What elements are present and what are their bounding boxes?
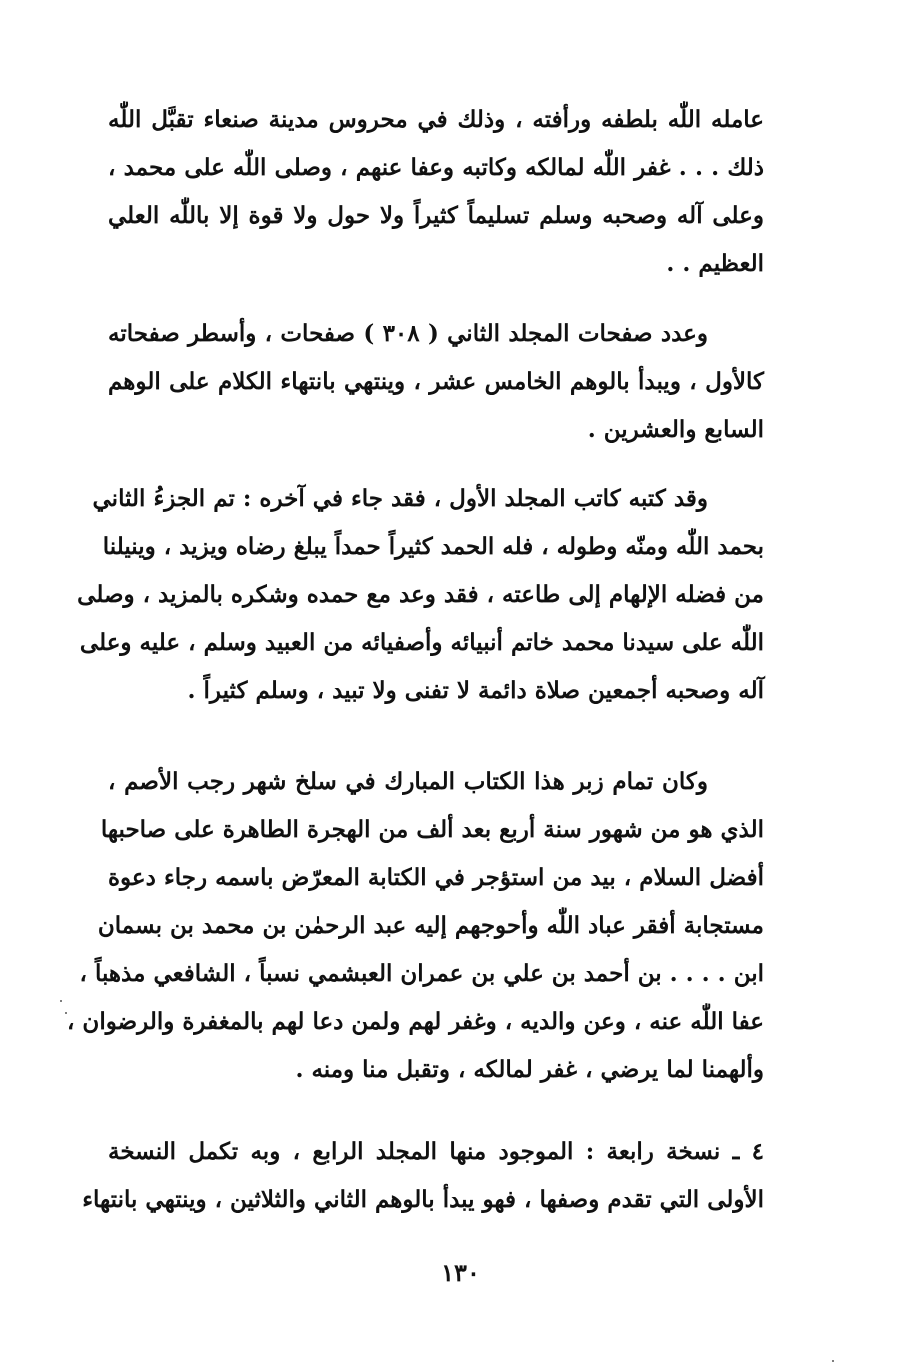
text-line: عامله اللّٰه بلطفه ورأفته ، وذلك في محروس مدينة صنعاء تقبَّل اللّٰه (108, 106, 764, 133)
text-line: السابع والعشرين . (587, 416, 764, 443)
text-line: عفا اللّٰه عنه ، وعن والديه ، وغفر لهم ولمن دعا لهم بالمغفرة والرضوان ، (67, 1008, 764, 1035)
text-line: العظيم . . (666, 250, 764, 277)
paragraph-1 (108, 96, 764, 288)
paragraph-4 (67, 758, 764, 1094)
text-line: اللّٰه على سيدنا محمد خاتم أنبيائه وأصفيائه من العبيد وسلم ، عليه وعلى (79, 629, 764, 656)
text-line: وعدد صفحات المجلد الثاني ( ٣٠٨ ) صفحات ، وأسطر صفحاته (108, 320, 708, 347)
text-line: وعلى آله وصحبه وسلم تسليماً كثيراً ولا حول ولا قوة إلا باللّٰه العلي (108, 202, 764, 229)
text-line: ٤ ـ نسخة رابعة : الموجود منها المجلد الرابع ، وبه تكمل النسخة (108, 1138, 764, 1165)
paragraph-5 (82, 1128, 764, 1224)
text-line: ذلك . . . غفر اللّٰه لمالكه وكاتبه وعفا عنهم ، وصلى اللّٰه على محمد ، (108, 154, 764, 181)
scan-speck (832, 1360, 834, 1362)
text-line: كالأول ، ويبدأ بالوهم الخامس عشر ، وينتهي بانتهاء الكلام على الوهم (108, 368, 764, 395)
paragraph-3 (77, 475, 764, 715)
text-line: الأولى التي تقدم وصفها ، فهو يبدأ بالوهم الثاني والثلاثين ، وينتهي بانتهاء (82, 1186, 764, 1213)
text-line: من فضله الإلهام إلى طاعته ، فقد وعد مع حمده وشكره بالمزيد ، وصلى (77, 581, 764, 608)
text-line: مستجابة أفقر عباد اللّٰه وأحوجهم إليه عبد الرحمٰن بن محمد بن بسمان (97, 912, 764, 939)
paragraph-2 (108, 310, 764, 454)
text-line: الذي هو من شهور سنة أربع بعد ألف من الهجرة الطاهرة على صاحبها (100, 816, 764, 843)
text-line: وكان تمام زبر هذا الكتاب المبارك في سلخ شهر رجب الأصم ، (108, 768, 708, 795)
text-line: بحمد اللّٰه ومنّه وطوله ، فله الحمد كثيراً حمداً يبلغ رضاه ويزيد ، وينيلنا (102, 533, 764, 560)
text-line: آله وصحبه أجمعين صلاة دائمة لا تفنى ولا تبيد ، وسلم كثيراً . (187, 677, 764, 704)
text-line: أفضل السلام ، بيد من استؤجر في الكتابة المعرّض باسمه رجاء دعوة (108, 864, 764, 891)
text-line: وألهمنا لما يرضي ، غفر لمالكه ، وتقبل منا ومنه . (295, 1056, 764, 1083)
text-line: وقد كتبه كاتب المجلد الأول ، فقد جاء في آخره : تم الجزءُ الثاني (92, 485, 708, 512)
scan-speck (60, 1000, 62, 1002)
text-line: ابن . . . . بن أحمد بن علي بن عمران العبشمي نسباً ، الشافعي مذهباً ، (79, 960, 764, 987)
page-number: ١٣٠ (441, 1258, 480, 1287)
scan-speck (65, 1012, 67, 1014)
